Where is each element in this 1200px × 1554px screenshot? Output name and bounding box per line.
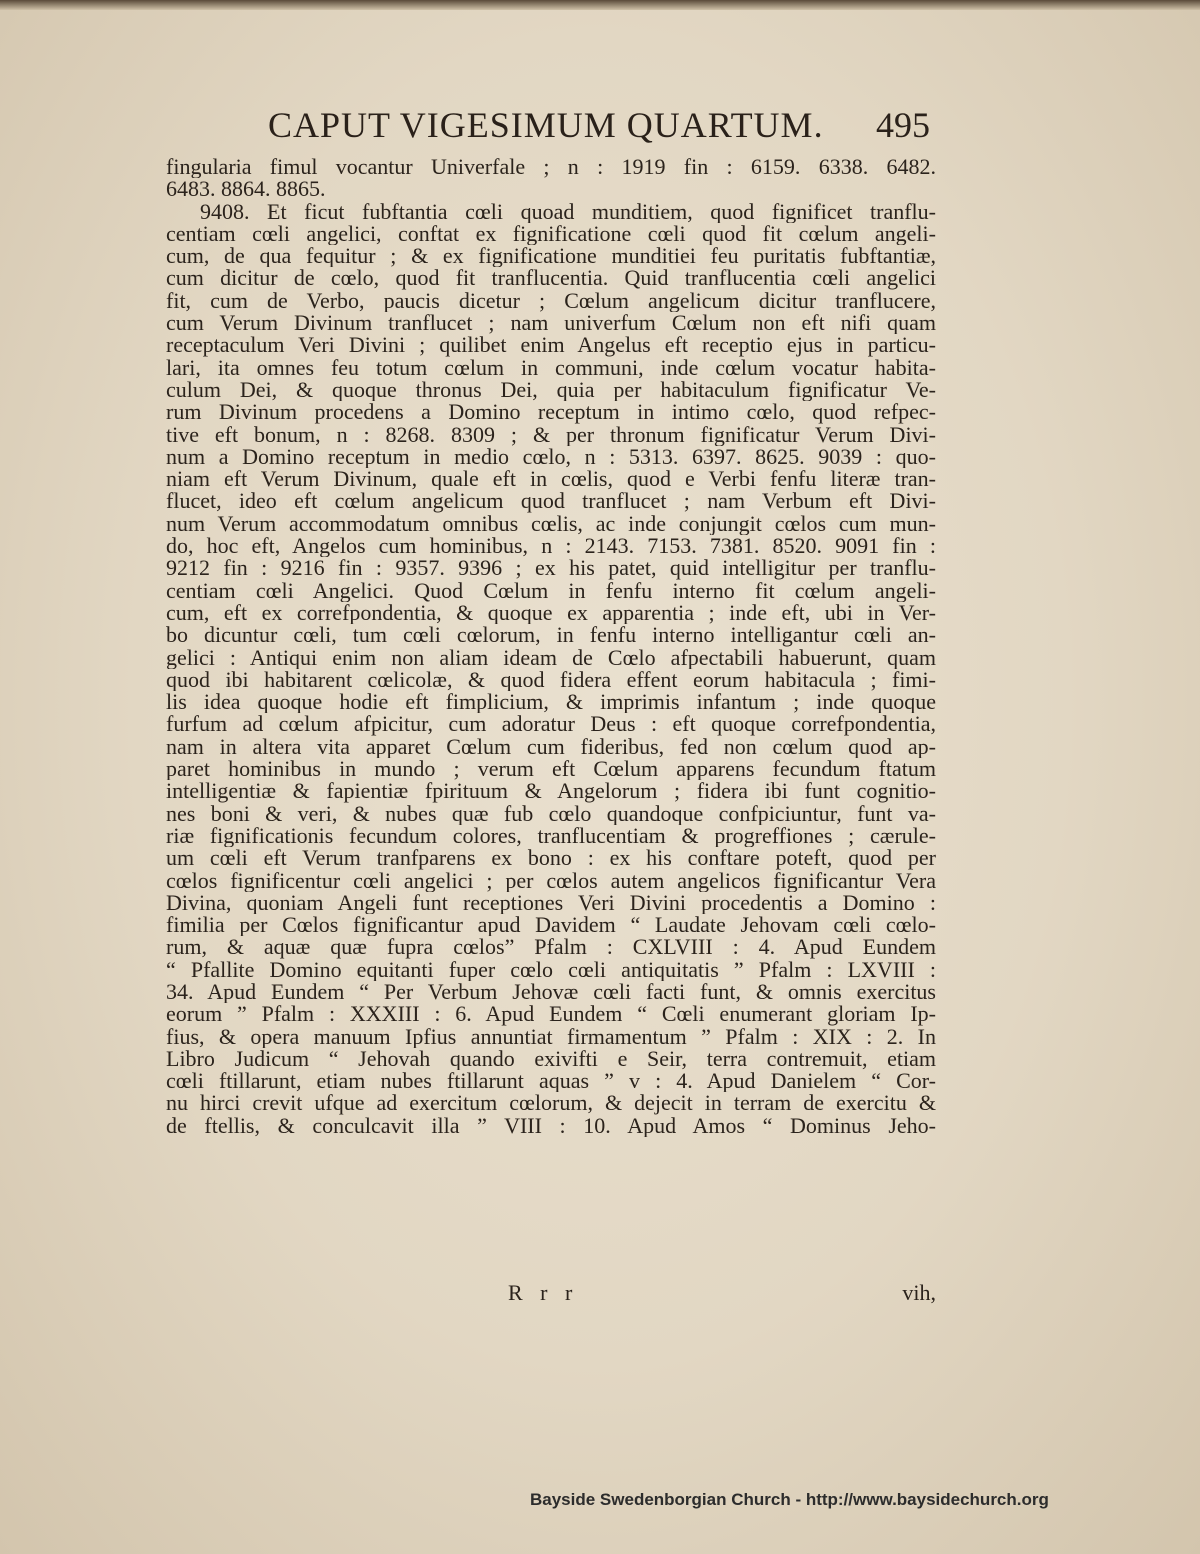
text-line: cœlos fignificentur cœli angelici ; per cœlos autem angelicos fignificantur Vera — [166, 869, 936, 892]
text-line: culum Dei, & quoque thronus Dei, quia per habitaculum fignificatur Ve- — [166, 378, 936, 402]
text-line: rum, & aquæ quæ fupra cœlos” Pfalm : CXLVIII : 4. Apud Eundem — [166, 936, 936, 959]
text-line: centiam cœli angelici, conftat ex fignificatione cœli quod fit cœlum angeli- — [166, 222, 936, 246]
running-title: CAPUT VIGESIMUM QUARTUM. — [268, 105, 824, 145]
text-line: flucet, ideo eft cœlum angelicum quod tranflucet ; nam Verbum eft Divi- — [166, 490, 936, 513]
text-line: fit, cum de Verbo, paucis dicetur ; Cœlum angelicum dicitur tranflucere, — [166, 289, 936, 313]
text-line: cum, de qua fequitur ; & ex fignificatione munditiei feu puritatis fubftantiæ, — [166, 245, 936, 268]
text-line: do, hoc eft, Angelos cum hominibus, n : 2143. 7153. 7381. 8520. 9091 fin : — [166, 535, 936, 558]
text-line: de ftellis, & conculcavit illa ” VIII : 10. Apud Amos “ Dominus Jeho- — [166, 1114, 936, 1138]
text-line: nu hirci crevit ufque ad exercitum cœlorum, & dejecit in terram de exercitu & — [166, 1092, 936, 1115]
text-line: riæ fignificationis fecundum colores, tranflucentiam & progreffiones ; cærule- — [166, 824, 936, 848]
text-line: “ Pfallite Domino equitanti fuper cœlo cœli antiquitatis ” Pfalm : LXVIII : — [166, 958, 936, 981]
text-line: lari, ita omnes feu totum cœlum in communi, inde cœlum vocatur habita- — [166, 356, 936, 379]
text-line: receptaculum Veri Divini ; quilibet enim Angelus eft receptio ejus in particu- — [166, 334, 936, 357]
text-line: paret hominibus in mundo ; verum eft Cœlum apparens fecundum ftatum — [166, 758, 936, 781]
text-line: 6483. 8864. 8865. — [166, 178, 326, 201]
text-line: centiam cœli Angelici. Quod Cœlum in fenfu interno fit cœlum angeli- — [166, 579, 936, 602]
text-line: fingularia fimul vocantur Univerfale ; n : 1919 fin : 6159. 6338. 6482. — [166, 156, 936, 179]
text-line: niam eft Verum Divinum, quale eft in cœlis, quod e Verbi fenfu literæ tran- — [166, 468, 936, 491]
text-line: cum, eft ex correfpondentia, & quoque ex apparentia ; inde eft, ubi in Ver- — [166, 601, 936, 625]
text-line: furfum ad cœlum afpicitur, cum adoratur Deus : eft quoque correfpondentia, — [166, 713, 936, 736]
text-line: 9408. Et ficut fubftantia cœli quoad munditiem, quod fignificet tranflu- — [200, 200, 936, 223]
page-footer — [166, 1280, 936, 1306]
text-line: quod ibi habitarent cœlicolæ, & quod fidera effent eorum habitacula ; fimi- — [166, 668, 936, 692]
page-number: 495 — [876, 105, 930, 145]
text-line: lis idea quoque hodie eft fimplicium, & imprimis infantum ; inde quoque — [166, 691, 936, 714]
text-line: 9212 fin : 9216 fin : 9357. 9396 ; ex his patet, quid intelligitur per tranflu- — [166, 557, 936, 580]
text-line: num a Domino receptum in medio cœlo, n : 5313. 6397. 8625. 9039 : quo- — [166, 445, 936, 469]
text-line: eorum ” Pfalm : XXXIII : 6. Apud Eundem “ Cœli enumerant gloriam Ip- — [166, 1003, 936, 1026]
text-line: 34. Apud Eundem “ Per Verbum Jehovæ cœli facti funt, & omnis exercitus — [166, 980, 936, 1004]
text-line: intelligentiæ & fapientiæ fpirituum & Angelorum ; fidera ibi funt cognitio- — [166, 780, 936, 803]
text-line: tive eft bonum, n : 8268. 8309 ; & per thronum fignificatur Verum Divi- — [166, 423, 936, 446]
text-line: cœli ftillarunt, etiam nubes ftillarunt aquas ” v : 4. Apud Danielem “ Cor- — [166, 1070, 936, 1093]
text-line: nes boni & veri, & nubes quæ fub cœlo quandoque confpiciuntur, funt va- — [166, 802, 936, 825]
signature-mark: R r r — [508, 1280, 579, 1305]
body-text — [166, 156, 936, 1137]
text-line: fimilia per Cœlos fignificantur apud Davidem “ Laudate Jehovam cœli cœlo- — [166, 914, 936, 937]
page-header — [0, 100, 1200, 150]
text-line: cum Verum Divinum tranflucet ; nam univerfum Cœlum non eft nifi quam — [166, 312, 936, 335]
text-line: um cœli eft Verum tranfparens ex bono : ex his conftare poteft, quod per — [166, 847, 936, 870]
text-line: num Verum accommodatum omnibus cœlis, ac inde conjungit cœlos cum mun- — [166, 512, 936, 536]
page-top-edge — [0, 0, 1200, 10]
text-line: gelici : Antiqui enim non aliam ideam de Cœlo afpectabili habuerunt, quam — [166, 646, 936, 669]
text-line: rum Divinum procedens a Domino receptum in intimo cœlo, quod refpec- — [166, 401, 936, 424]
catchword: vih, — [902, 1280, 936, 1305]
text-line: cum dicitur de cœlo, quod fit tranflucentia. Quid tranflucentia cœli angelici — [166, 267, 936, 290]
text-line: Divina, quoniam Angeli funt receptiones Veri Divini procedentis a Domino : — [166, 891, 936, 915]
watermark: Bayside Swedenborgian Church - http://www.baysidechurch.org — [530, 1490, 1049, 1509]
text-line: nam in altera vita apparet Cœlum cum fideribus, fed non cœlum quod ap- — [166, 735, 936, 759]
text-line: bo dicuntur cœli, tum cœli cœlorum, in fenfu interno intelligantur cœli an- — [166, 624, 936, 647]
text-line: fius, & opera manuum Ipfius annuntiat firmamentum ” Pfalm : XIX : 2. In — [166, 1025, 936, 1048]
text-line: Libro Judicum “ Jehovah quando exivifti e Seir, terra contremuit, etiam — [166, 1047, 936, 1071]
